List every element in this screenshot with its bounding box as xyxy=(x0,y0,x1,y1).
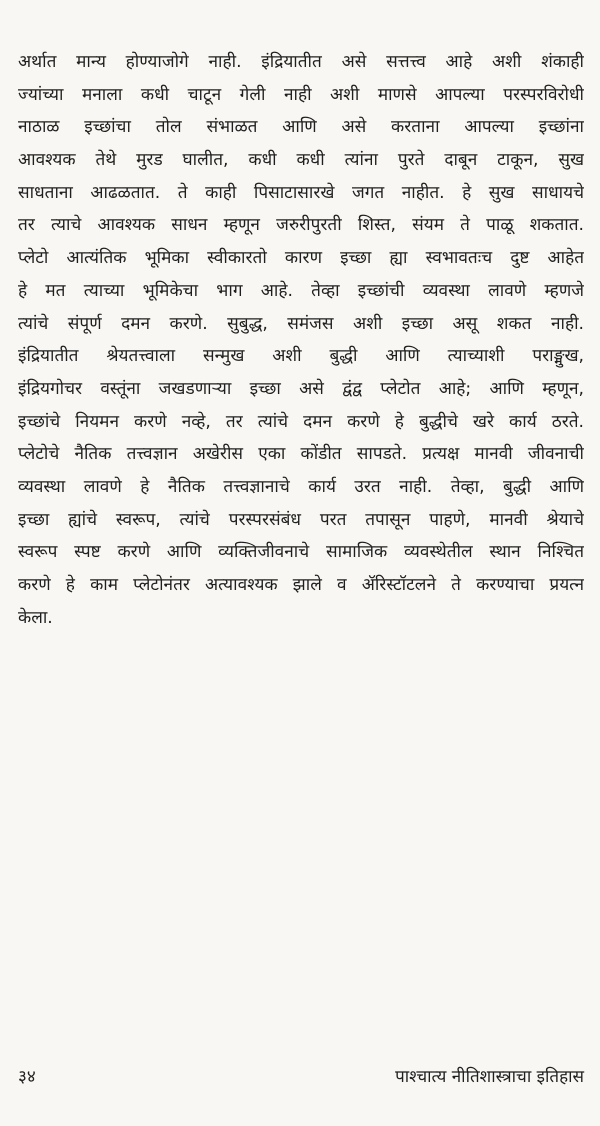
text-line: प्लेटोचे नैतिक तत्त्वज्ञान अखेरीस एका कोंडीत सापडते. प्रत्यक्ष मानवी जीवनाची xyxy=(18,444,584,465)
text-line: प्लेटो आत्यंतिक भूमिका स्वीकारतो कारण इच्छा ह्या स्वभावतःच दुष्ट आहेत xyxy=(18,248,584,269)
text-line: ज्यांच्या मनाला कधी चाटून गेली नाही अशी माणसे आपल्या परस्परविरोधी xyxy=(18,84,584,105)
text-line: त्यांचे संपूर्ण दमन करणे. सुबुद्ध, समंजस अशी इच्छा असू शकत नाही. xyxy=(18,313,584,334)
text-line: इच्छांचे नियमन करणे नव्हे, तर त्यांचे दमन करणे हे बुद्धीचे खरे कार्य ठरते. xyxy=(18,411,584,432)
text-line: केला. xyxy=(18,607,53,628)
page-number: ३४ xyxy=(18,1067,36,1087)
text-line: करणे हे काम प्लेटोनंतर अत्यावश्यक झाले व ॲरिस्टॉटलने ते करण्याचा प्रयत्न xyxy=(18,575,584,595)
text-line: इंद्रियातीत श्रेयतत्त्वाला सन्मुख अशी बुद्धी आणि त्याच्याशी पराङ्मुख, xyxy=(18,346,584,367)
body-paragraph xyxy=(18,46,584,634)
page-footer xyxy=(18,1060,584,1094)
text-line: साधताना आढळतात. ते काही पिसाटासारखे जगत नाहीत. हे सुख साधायचे xyxy=(18,182,584,203)
text-line: हे मत त्याच्या भूमिकेचा भाग आहे. तेव्हा इच्छांची व्यवस्था लावणे म्हणजे xyxy=(18,280,584,301)
text-line: स्वरूप स्पष्ट करणे आणि व्यक्तिजीवनाचे सामाजिक व्यवस्थेतील स्थान निश्चित xyxy=(18,542,584,563)
text-line: इंद्रियगोचर वस्तूंना जखडणाऱ्या इच्छा असे द्वंद्व प्लेटोत आहे; आणि म्हणून, xyxy=(18,378,584,399)
text-line: व्यवस्था लावणे हे नैतिक तत्त्वज्ञानाचे कार्य उरत नाही. तेव्हा, बुद्धी आणि xyxy=(18,476,584,497)
text-line: तर त्याचे आवश्यक साधन म्हणून जरुरीपुरती शिस्त, संयम ते पाळू शकतात. xyxy=(18,215,584,236)
running-footer-title: पाश्चात्य नीतिशास्त्राचा इतिहास xyxy=(395,1067,584,1087)
text-line: आवश्यक तेथे मुरड घालीत, कधी कधी त्यांना पुरते दाबून टाकून, सुख xyxy=(18,150,584,171)
text-line: नाठाळ इच्छांचा तोल संभाळत आणि असे करताना आपल्या इच्छांना xyxy=(18,117,584,138)
text-line: अर्थात मान्य होण्याजोगे नाही. इंद्रियातीत असे सत्तत्त्व आहे अशी शंकाही xyxy=(18,52,584,72)
text-line: इच्छा ह्यांचे स्वरूप, त्यांचे परस्परसंबंध परत तपासून पाहणे, मानवी श्रेयाचे xyxy=(18,509,584,530)
